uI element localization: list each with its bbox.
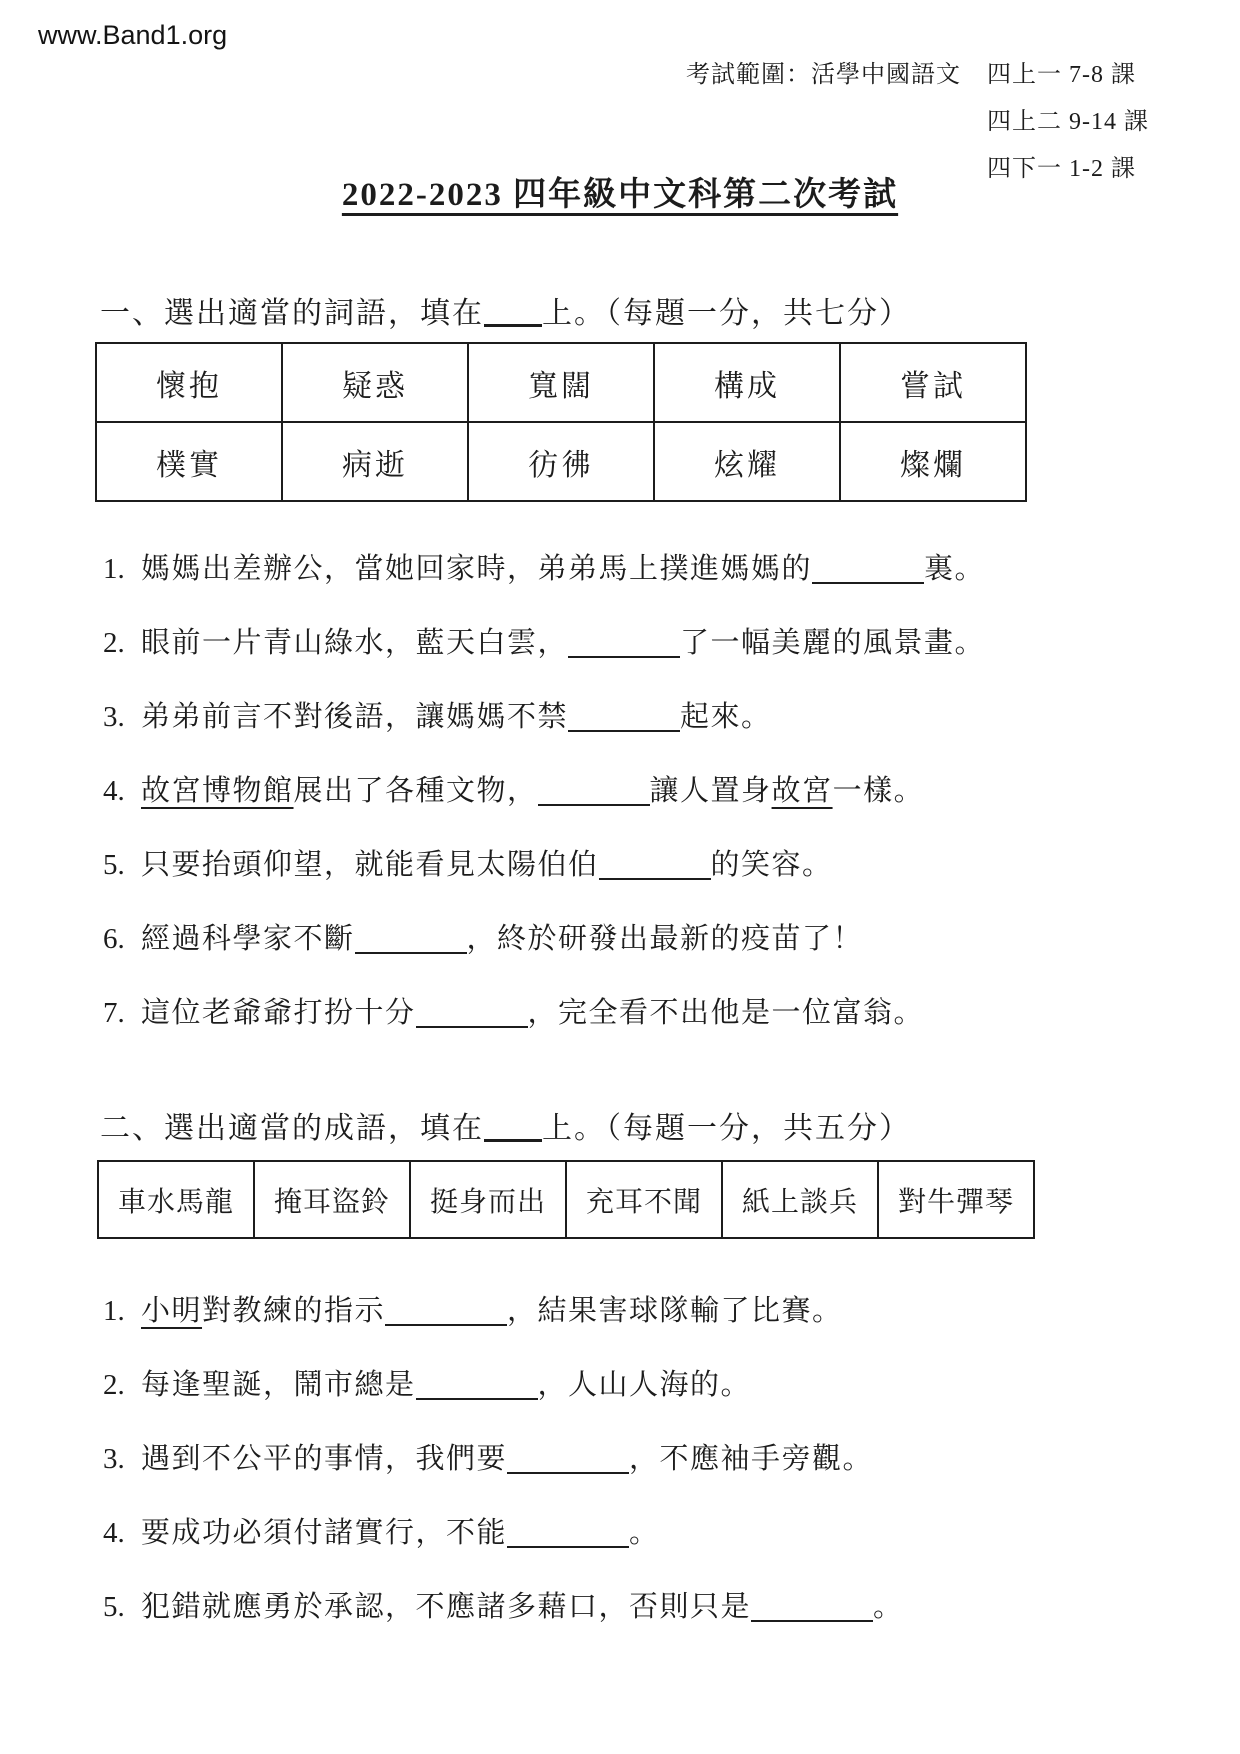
question-underlined-text: 小明 [141, 1295, 203, 1327]
exam-scope [686, 54, 1149, 183]
idiom-bank-row [98, 1161, 1034, 1238]
idiom-bank-cell: 對牛彈琴 [878, 1161, 1034, 1238]
answer-blank [416, 1398, 538, 1400]
question-text: 。 [629, 1517, 660, 1549]
question-row [103, 992, 985, 1034]
idiom-bank-cell: 紙上談兵 [722, 1161, 878, 1238]
answer-blank [507, 1472, 629, 1474]
exam-scope-course-3: 四下一 1-2 課 [987, 156, 1136, 182]
question-row [103, 696, 985, 738]
question-text: ，人山人海的。 [537, 1369, 752, 1401]
word-bank-cell: 炫耀 [654, 422, 840, 501]
question-number: 5. [103, 1591, 125, 1623]
question-text: ，結果害球隊輸了比賽。 [507, 1295, 843, 1327]
section2-heading [100, 1103, 911, 1147]
question-text: 每逢聖誕，鬧市總是 [141, 1369, 416, 1401]
idiom-bank-table [97, 1160, 1035, 1239]
answer-blank [416, 1026, 528, 1028]
question-text: ，完全看不出他是一位富翁。 [527, 997, 925, 1029]
answer-blank [568, 730, 680, 732]
question-underlined-text: 故宮博物館 [141, 775, 294, 807]
word-bank-cell: 構成 [654, 343, 840, 422]
question-row [103, 622, 985, 664]
exam-scope-prefix: 考試範圍：活學中國語文 [686, 62, 961, 88]
question-text: 一樣。 [832, 775, 925, 807]
question-text: 對教練的指示 [202, 1295, 386, 1327]
question-number: 3. [103, 1443, 125, 1475]
answer-blank [812, 582, 924, 584]
question-number: 6. [103, 923, 125, 955]
word-bank-cell: 寬闊 [468, 343, 654, 422]
answer-blank [568, 656, 680, 658]
answer-blank [385, 1324, 507, 1326]
question-row [103, 844, 985, 886]
section1-heading-post: 上。（每題一分，共七分） [542, 297, 911, 330]
question-row [103, 1438, 904, 1480]
question-number: 1. [103, 553, 125, 585]
question-text: 要成功必須付諸實行，不能 [141, 1517, 508, 1549]
exam-scope-spacer [686, 101, 961, 136]
question-text: 經過科學家不斷 [141, 923, 355, 955]
question-number: 4. [103, 775, 125, 807]
word-bank-cell: 樸實 [96, 422, 282, 501]
heading-blank [484, 1139, 542, 1142]
question-text: 媽媽出差辦公，當她回家時，弟弟馬上撲進媽媽的 [141, 553, 813, 585]
question-number: 5. [103, 849, 125, 881]
question-text: 弟弟前言不對後語，讓媽媽不禁 [141, 701, 569, 733]
idiom-bank-cell: 車水馬龍 [98, 1161, 254, 1238]
question-text: 。 [873, 1591, 904, 1623]
word-bank-cell: 懷抱 [96, 343, 282, 422]
answer-blank [538, 804, 650, 806]
watermark: www.Band1.org [38, 20, 228, 50]
question-number: 2. [103, 1369, 125, 1401]
section2-questions [103, 1290, 904, 1660]
question-row [103, 770, 985, 812]
question-text: ，不應袖手旁觀。 [629, 1443, 874, 1475]
question-row [103, 1290, 904, 1332]
question-underlined-text: 故宮 [771, 775, 833, 807]
question-row [103, 548, 985, 590]
question-text: 了一幅美麗的風景畫。 [680, 627, 986, 659]
idiom-bank-cell: 掩耳盜鈴 [254, 1161, 410, 1238]
question-text: 只要抬頭仰望，就能看見太陽伯伯 [141, 849, 599, 881]
word-bank-row [96, 422, 1026, 501]
word-bank-row [96, 343, 1026, 422]
question-text: 這位老爺爺打扮十分 [141, 997, 416, 1029]
question-text: 起來。 [680, 701, 772, 733]
question-row [103, 1586, 904, 1628]
question-number: 3. [103, 701, 125, 733]
question-text: 眼前一片青山綠水，藍天白雲， [141, 627, 569, 659]
answer-blank [751, 1620, 873, 1622]
page-title [0, 168, 1240, 215]
answer-blank [507, 1546, 629, 1548]
heading-blank [484, 324, 542, 327]
answer-blank [355, 952, 467, 954]
word-bank-cell: 嘗試 [840, 343, 1026, 422]
question-number: 2. [103, 627, 125, 659]
question-text: ，終於研發出最新的疫苗了！ [466, 923, 864, 955]
question-text: 犯錯就應勇於承認，不應諸多藉口，否則只是 [141, 1591, 752, 1623]
question-number: 7. [103, 997, 125, 1029]
idiom-bank-cell: 充耳不聞 [566, 1161, 722, 1238]
word-bank-cell: 病逝 [282, 422, 468, 501]
section1-heading-pre: 一、選出適當的詞語，填在 [100, 297, 484, 330]
section2-heading-post: 上。（每題一分，共五分） [542, 1112, 911, 1145]
section2-heading-pre: 二、選出適當的成語，填在 [100, 1112, 484, 1145]
section1-heading [100, 288, 911, 332]
question-row [103, 1512, 904, 1554]
word-bank-table [95, 342, 1027, 502]
exam-scope-course-1: 四上一 7-8 課 [987, 62, 1136, 88]
word-bank-cell: 燦爛 [840, 422, 1026, 501]
question-text: 遇到不公平的事情，我們要 [141, 1443, 508, 1475]
exam-scope-course-2: 四上二 9-14 課 [987, 109, 1149, 135]
question-text: 讓人置身 [649, 775, 772, 807]
word-bank-cell: 疑惑 [282, 343, 468, 422]
page-title-text: 2022-2023 四年級中文科第二次考試 [341, 177, 899, 213]
idiom-bank-cell: 挺身而出 [410, 1161, 566, 1238]
section1-questions [103, 548, 985, 1066]
question-text: 的笑容。 [710, 849, 833, 881]
question-number: 4. [103, 1517, 125, 1549]
question-text: 裏。 [924, 553, 986, 585]
question-number: 1. [103, 1295, 125, 1327]
word-bank-cell: 彷彿 [468, 422, 654, 501]
question-row [103, 1364, 904, 1406]
answer-blank [599, 878, 711, 880]
question-row [103, 918, 985, 960]
question-text: 展出了各種文物， [293, 775, 538, 807]
